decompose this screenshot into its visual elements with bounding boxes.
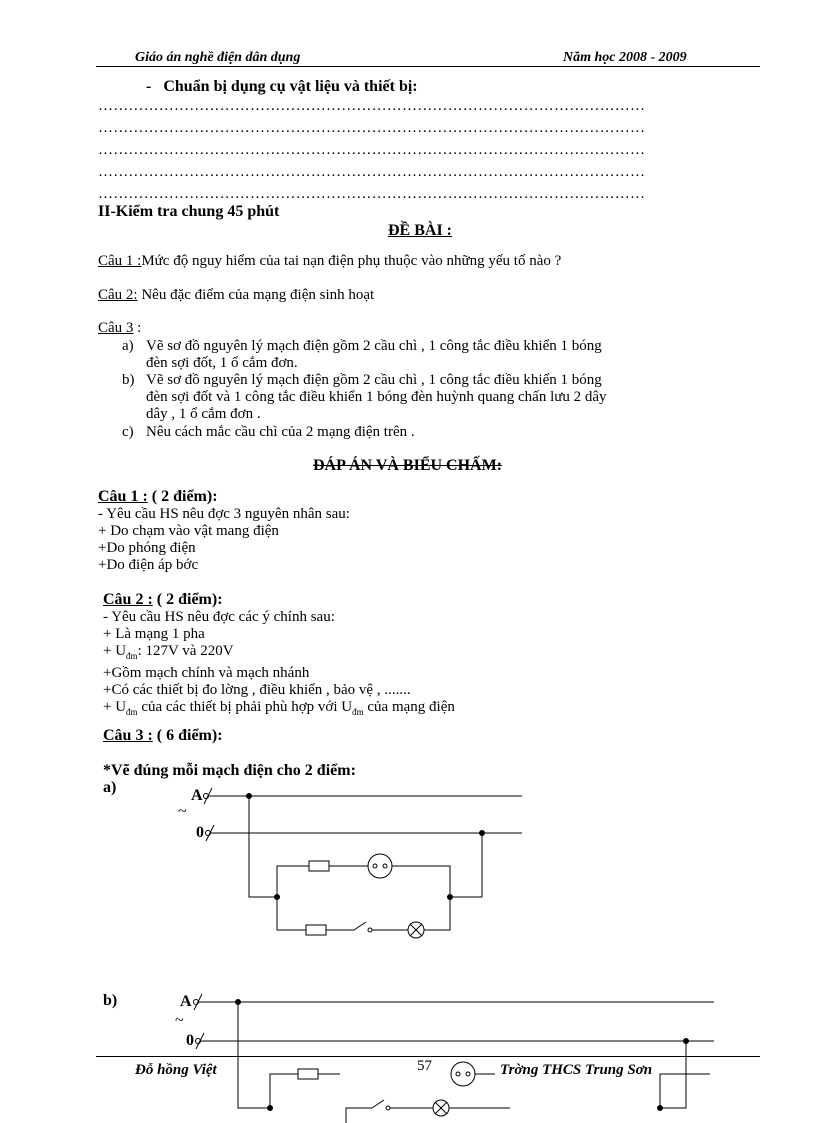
- diagram-a-branch-wire: [392, 866, 450, 897]
- question-3-suffix: :: [133, 320, 142, 336]
- diagram-a-socket-pin: [373, 864, 377, 868]
- udm-sub: đm: [126, 651, 138, 661]
- diagram-a-feed-wire: [249, 796, 277, 897]
- diagram-a-return-wire: [450, 833, 482, 897]
- diagram-a-mark: a): [103, 779, 117, 796]
- udm-mid: của các thiết bị phải phù hợp với U: [137, 699, 353, 715]
- footer-left: Đỗ hồng Việt: [135, 1062, 217, 1078]
- answer-2-line: +Gồm mạch chính và mạch nhánh: [103, 665, 310, 681]
- answer-1-line: + Do chạm vào vật mang điện: [98, 523, 279, 539]
- answer-2-line: - Yêu cầu HS nêu đợc các ý chính sau:: [103, 609, 335, 625]
- footer-rule: [96, 1056, 760, 1057]
- diagram-b-ac-symbol: ~: [175, 1012, 184, 1029]
- diagram-a-fuse-1: [309, 861, 329, 871]
- udm-values: : 127V và 220V: [137, 643, 234, 659]
- diagram-a-fuse-2: [306, 925, 326, 935]
- q3a-line2: đèn sợi đốt, 1 ổ cắm đơn.: [146, 355, 298, 371]
- q3b-line3: dây , 1 ổ cắm đơn .: [146, 406, 261, 422]
- diagram-a-branch-wire: [424, 897, 450, 930]
- diagram-b-branch-wire: [660, 1074, 710, 1108]
- answer-3-label: Câu 3 :: [103, 727, 153, 744]
- exam-title: ĐỀ BÀI :: [388, 222, 453, 239]
- answer-2-label: Câu 2 :: [103, 591, 153, 608]
- answer-2-line: + Là mạng 1 pha: [103, 626, 205, 642]
- q3b-line2: đèn sợi đốt và 1 công tắc điều khiển 1 bóng đèn huỳnh quang chấn lưu 2 dây: [146, 389, 607, 405]
- dot-line-5: ………………………………………………………………………………………………: [98, 186, 646, 202]
- q3b-mark: b): [122, 372, 135, 388]
- diagram-b-socket-pin: [466, 1072, 470, 1076]
- diagram-a-socket-pin: [383, 864, 387, 868]
- page-number: 57: [417, 1058, 432, 1074]
- answer-title: ĐÁP ÁN VÀ BIỂU CHẤM:: [313, 457, 503, 474]
- diagram-b-socket-pin: [456, 1072, 460, 1076]
- diagram-b-branch-wire: [346, 1108, 372, 1123]
- diagram-b-mark: b): [103, 992, 118, 1009]
- diagram-a-neutral-label: 0: [196, 824, 204, 841]
- question-3-label: Câu 3: [98, 320, 134, 336]
- diagram-b-switch-blade: [372, 1100, 384, 1108]
- prep-text: Chuẩn bị dụng cụ vật liệu và thiết bị:: [163, 78, 418, 95]
- diagram-b-switch-contact: [386, 1106, 390, 1110]
- diagram-b: [194, 994, 715, 1123]
- dot-line-2: ………………………………………………………………………………………………: [98, 120, 646, 136]
- header-right: Năm học 2008 - 2009: [563, 50, 687, 65]
- diagram-a-branch-wire: [277, 897, 306, 930]
- answer-1-line: +Do phóng điện: [98, 540, 196, 556]
- answer-3-draw: *Vẽ đúng mỗi mạch điện cho 2 điểm:: [103, 762, 356, 779]
- diagram-a-ac-symbol: ~: [178, 803, 187, 820]
- udm-prefix: + U: [103, 699, 127, 715]
- question-2-label: Câu 2:: [98, 287, 138, 303]
- diagram-b-neutral-label: 0: [186, 1032, 194, 1049]
- header-left: Giáo án nghề điện dân dụng: [135, 50, 301, 65]
- diagram-a: [204, 788, 523, 938]
- diagram-b-phase-label: A: [180, 993, 192, 1010]
- answer-3-points: ( 6 điểm):: [152, 727, 223, 744]
- answer-1-points: ( 2 điểm):: [147, 488, 218, 505]
- answer-1-line: - Yêu cầu HS nêu đợc 3 nguyên nhân sau:: [98, 506, 350, 522]
- q3a-line1: Vẽ sơ đồ nguyên lý mạch điện gồm 2 cầu chì , 1 công tắc điều khiển 1 bóng: [146, 338, 602, 354]
- diagram-b-fuse-1: [298, 1069, 318, 1079]
- diagram-b-branch-wire: [270, 1074, 298, 1108]
- question-1-label: Câu 1 :: [98, 253, 142, 269]
- diagram-a-socket: [368, 854, 392, 878]
- question-3c-text: Nêu cách mắc cầu chì của 2 mạng điện trên .: [146, 424, 415, 440]
- answer-1-line: +Do điện áp bớc: [98, 557, 199, 573]
- answer-2-line: +Có các thiết bị đo lờng , điều khiển , bảo vệ , .......: [103, 682, 411, 698]
- diagram-a-phase-label: A: [191, 787, 203, 804]
- diagram-b-socket: [451, 1062, 475, 1086]
- diagram-b-feed-wire: [238, 1002, 270, 1108]
- udm-prefix: + U: [103, 643, 127, 659]
- answer-1-label: Câu 1 :: [98, 488, 148, 505]
- question-2-text: Nêu đặc điểm của mạng điện sinh hoạt: [137, 287, 375, 303]
- q3b-line1: Vẽ sơ đồ nguyên lý mạch điện gồm 2 cầu chì , 1 công tắc điều khiển 1 bóng: [146, 372, 602, 388]
- udm-sub: đm: [126, 707, 138, 717]
- question-1-text: Mức độ nguy hiểm của tai nạn điện phụ thuộc vào những yếu tố nào ?: [141, 253, 562, 269]
- udm-sub: đm: [352, 707, 364, 717]
- dot-line-4: ………………………………………………………………………………………………: [98, 164, 646, 180]
- prep-bullet: -: [146, 78, 152, 95]
- section-title: II-Kiểm tra chung 45 phút: [98, 203, 280, 220]
- udm-post: của mạng điện: [363, 699, 455, 715]
- q3a-mark: a): [122, 338, 134, 354]
- diagram-a-branch-wire: [277, 866, 309, 897]
- dot-line-1: ………………………………………………………………………………………………: [98, 98, 646, 114]
- answer-2-points: ( 2 điểm):: [152, 591, 223, 608]
- diagram-a-switch-blade: [354, 922, 366, 930]
- q3c-mark: c): [122, 424, 134, 440]
- diagram-a-switch-contact: [368, 928, 372, 932]
- footer-right: Trờng THCS Trung Sơn: [500, 1062, 653, 1078]
- dot-line-3: ………………………………………………………………………………………………: [98, 142, 646, 158]
